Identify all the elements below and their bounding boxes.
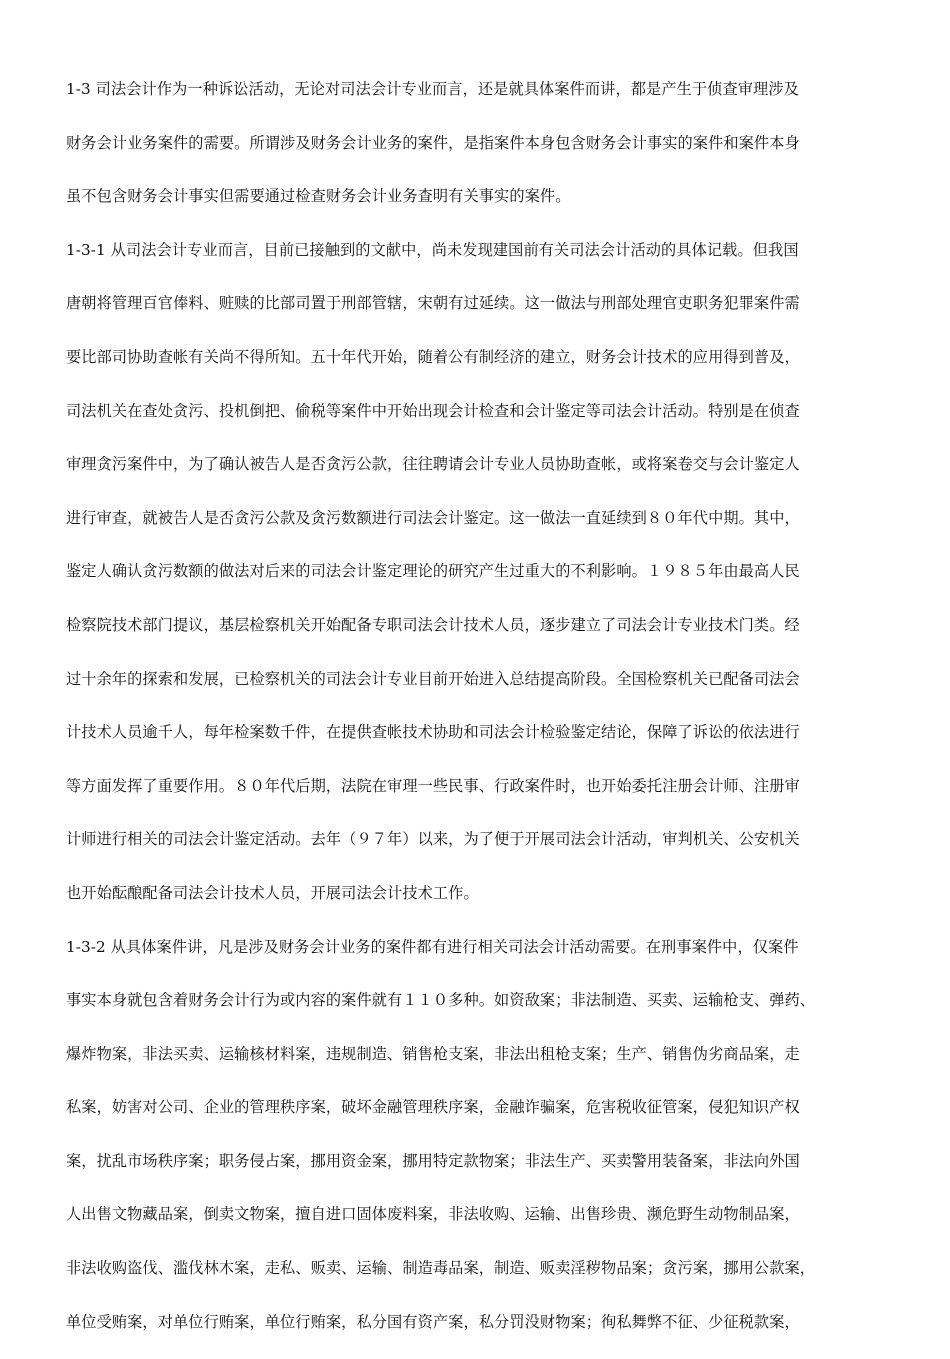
- text-line: 计师进行相关的司法会计鉴定活动。去年（９７年）以来，为了便于开展司法会计活动，审判机关、公安机关: [66, 830, 800, 849]
- text-line: 单位受贿案，对单位行贿案，单位行贿案，私分国有资产案，私分罚没财物案；徇私舞弊不征、少征税款案，: [66, 1312, 800, 1331]
- text-line: 要比部司协助查帐有关尚不得所知。五十年代开始，随着公有制经济的建立，财务会计技术的应用得到普及，: [66, 347, 800, 366]
- text-line: 爆炸物案，非法买卖、运输核材料案，违规制造、销售枪支案，非法出租枪支案；生产、销售伪劣商品案，走: [66, 1044, 800, 1063]
- text-line: 检察院技术部门提议，基层检察机关开始配备专职司法会计技术人员，逐步建立了司法会计专业技术门类。经: [66, 615, 800, 634]
- text-line: 进行审查，就被告人是否贪污公款及贪污数额进行司法会计鉴定。这一做法一直延续到８０年代中期。其中，: [66, 508, 800, 527]
- text-line: 等方面发挥了重要作用。８０年代后期，法院在审理一些民事、行政案件时，也开始委托注册会计师、注册审: [66, 776, 800, 795]
- text-line: 非法收购盗伐、滥伐林木案，走私、贩卖、运输、制造毒品案，制造、贩卖淫秽物品案；贪污案，挪用公款案，: [66, 1259, 816, 1278]
- text-line: 过十余年的探索和发展，已检察机关的司法会计专业目前开始进入总结提高阶段。全国检察机关已配备司法会: [66, 669, 800, 688]
- text-line: 1-3-1 从司法会计专业而言，目前已接触到的文献中，尚未发现建国前有关司法会计活动的具体记载。但我国: [66, 240, 799, 259]
- text-line: 私案，妨害对公司、企业的管理秩序案，破坏金融管理秩序案，金融诈骗案，危害税收征管案，侵犯知识产权: [66, 1098, 800, 1117]
- text-line: 案，扰乱市场秩序案；职务侵占案，挪用资金案，挪用特定款物案；非法生产、买卖警用装备案，非法向外国: [66, 1151, 800, 1170]
- document-body: [66, 73, 886, 1359]
- text-line: 1-3-2 从具体案件讲，凡是涉及财务会计业务的案件都有进行相关司法会计活动需要。在刑事案件中，仅案件: [66, 937, 799, 956]
- text-line: 鉴定人确认贪污数额的做法对后来的司法会计鉴定理论的研究产生过重大的不利影响。１９８５年由最高人民: [66, 562, 800, 581]
- text-line: 计技术人员逾千人，每年检案数千件，在提供查帐技术协助和司法会计检验鉴定结论，保障了诉讼的依法进行: [66, 723, 800, 742]
- text-line: 人出售文物藏品案，倒卖文物案，擅自进口固体废料案，非法收购、运输、出售珍贵、濒危野生动物制品案，: [66, 1205, 800, 1224]
- text-line: 司法机关在查处贪污、投机倒把、偷税等案件中开始出现会计检查和会计鉴定等司法会计活动。特别是在侦查: [66, 401, 800, 420]
- text-line: 财务会计业务案件的需要。所谓涉及财务会计业务的案件，是指案件本身包含财务会计事实的案件和案件本身: [66, 133, 800, 152]
- text-line: 1-3 司法会计作为一种诉讼活动，无论对司法会计专业而言，还是就具体案件而讲，都是产生于侦查审理涉及: [66, 80, 799, 98]
- text-line: 审理贪污案件中，为了确认被告人是否贪污公款，往往聘请会计专业人员协助查帐，或将案卷交与会计鉴定人: [66, 455, 800, 474]
- text-line: 也开始酝酿配备司法会计技术人员，开展司法会计技术工作。: [66, 883, 479, 902]
- text-line: 唐朝将管理百官俸料、赃赎的比部司置于刑部管辖，宋朝有过延续。这一做法与刑部处理官吏职务犯罪案件需: [66, 294, 800, 313]
- text-line: 事实本身就包含着财务会计行为或内容的案件就有１１０多种。如资敌案；非法制造、买卖、运输枪支、弹药、: [66, 991, 816, 1010]
- text-line: 虽不包含财务会计事实但需要通过检查财务会计业务查明有关事实的案件。: [66, 187, 571, 206]
